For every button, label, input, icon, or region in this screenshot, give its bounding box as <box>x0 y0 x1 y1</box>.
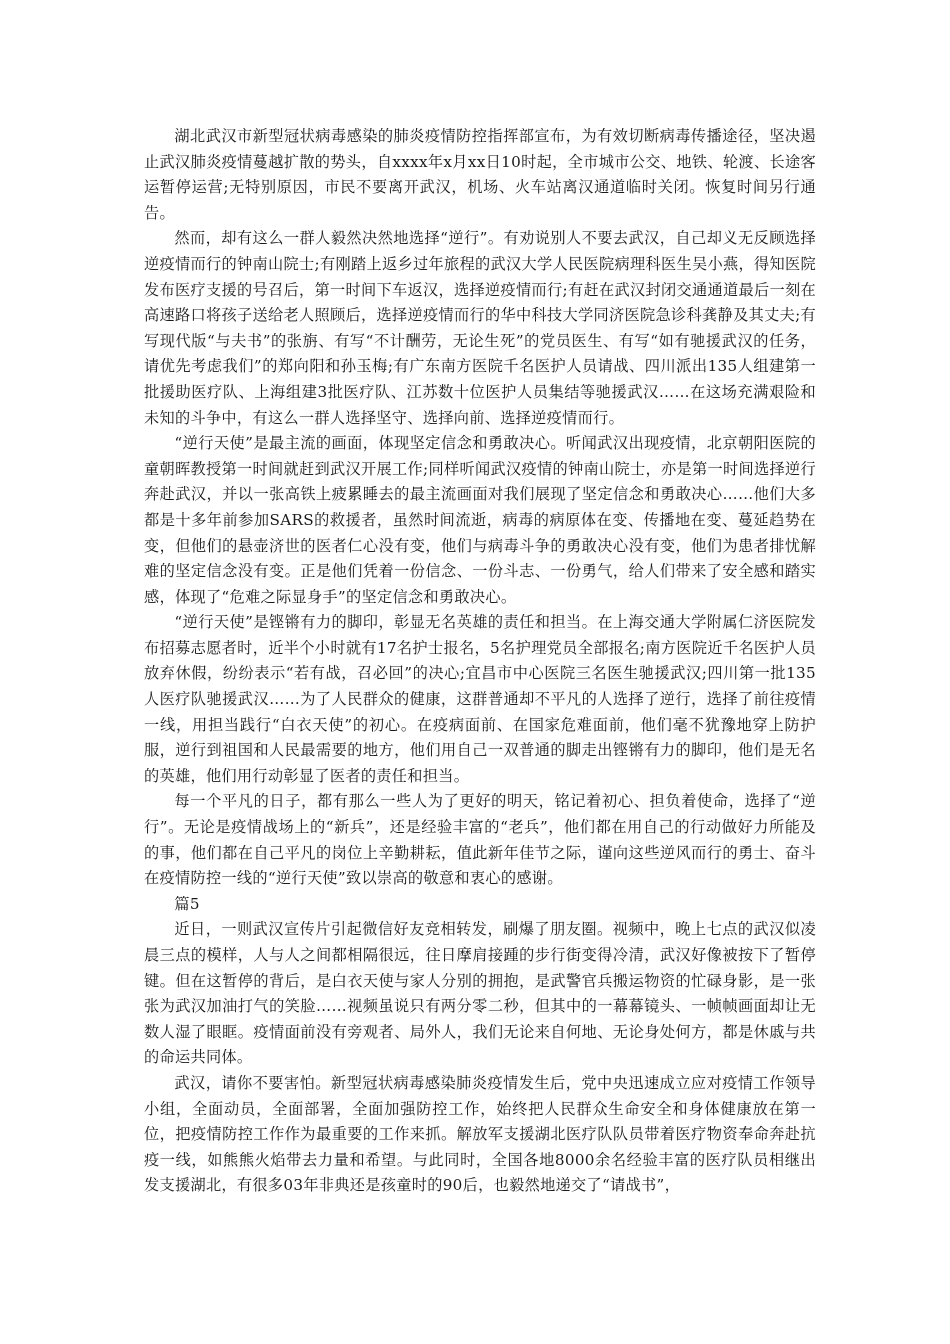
paragraph-7: 武汉，请你不要害怕。新型冠状病毒感染肺炎疫情发生后，党中央迅速成立应对疫情工作领导小组，全面动员，全面部署，全面加强防控工作，始终把人民群众生命安全和身体健康放在第一位，把疫情防控工作作为最重要的工作来抓。解放军支援湖北医疗队队员带着医疗物资奉命奔赴抗疫一线，如熊熊火焰带去力量和希望。与此同时，全国各地8000余名经验丰富的医疗队员相继出发支援湖北，有很多03年非典还是孩童时的90后，也毅然地递交了“请战书”， <box>144 1073 816 1195</box>
paragraph-2: 然而，却有这么一群人毅然决然地选择“逆行”。有劝说别人不要去武汉，自己却义无反顾选择逆疫情而行的钟南山院士;有刚踏上返乡过年旅程的武汉大学人民医院病理科医生吴小燕，得知医院发布医疗支援的号召后，第一时间下车返汉，选择逆疫情而行;有赶在武汉封闭交通通道最后一刻在高速路口将孩子送给老人照顾后，选择逆疫情而行的华中科技大学同济医院急诊科龚静及其丈夫;有写现代版“与夫书”的张旃、有写“不计酬劳，无论生死”的党员医生、有写“如有驰援武汉的任务，请优先考虑我们”的郑向阳和孙玉梅;有广东南方医院千名医护人员请战、四川派出135人组建第一批援助医疗队、上海组建3批医疗队、江苏数十位医护人员集结等驰援武汉……在这场充满艰险和未知的斗争中，有这么一群人选择坚守、选择向前、选择逆疫情而行。 <box>144 229 816 427</box>
paragraph-6: 近日，一则武汉宣传片引起微信好友竞相转发，刷爆了朋友圈。视频中，晚上七点的武汉似凌晨三点的模样，人与人之间都相隔很远，往日摩肩接踵的步行街变得冷清，武汉好像被按下了暂停键。但在这暂停的背后，是白衣天使与家人分别的拥抱，是武警官兵搬运物资的忙碌身影，是一张张为武汉加油打气的笑脸……视频虽说只有两分零二秒，但其中的一幕幕镜头、一帧帧画面却让无数人湿了眼眶。疫情面前没有旁观者、局外人，我们无论来自何地、无论身处何方，都是休戚与共的命运共同体。 <box>144 920 816 1067</box>
paragraph-5: 每一个平凡的日子，都有那么一些人为了更好的明天，铭记着初心、担负着使命，选择了“逆行”。无论是疫情战场上的“新兵”，还是经验丰富的“老兵”，他们都在用自己的行动做好力所能及的事，他们都在自己平凡的岗位上辛勤耕耘，值此新年佳节之际，谨向这些逆风而行的勇士、奋斗在疫情防控一线的“逆行天使”致以崇高的敬意和衷心的感谢。 <box>144 792 816 888</box>
paragraph-3: “逆行天使”是最主流的画面，体现坚定信念和勇敢决心。听闻武汉出现疫情，北京朝阳医院的童朝晖教授第一时间就赶到武汉开展工作;同样听闻武汉疫情的钟南山院士，亦是第一时间选择逆行奔赴武汉，并以一张高铁上疲累睡去的最主流画面对我们展现了坚定信念和勇敢决心……他们大多都是十多年前参加SARS的救援者，虽然时间流逝，病毒的病原体在变、传播地在变、蔓延趋势在变，但他们的悬壶济世的医者仁心没有变，他们与病毒斗争的勇敢决心没有变，他们为患者排忧解难的坚定信念没有变。正是他们凭着一份信念、一份斗志、一份勇气，给人们带来了安全感和踏实感，体现了“危难之际显身手”的坚定信念和勇敢决心。 <box>144 434 816 606</box>
paragraph-1: 湖北武汉市新型冠状病毒感染的肺炎疫情防控指挥部宣布，为有效切断病毒传播途径，坚决遏止武汉肺炎疫情蔓越扩散的势头，自xxxx年x月xx日10时起，全市城市公交、地铁、轮渡、长途客运暂停运营;无特别原因，市民不要离开武汉，机场、火车站离汉通道临时关闭。恢复时间另行通告。 <box>144 127 816 222</box>
paragraph-4: “逆行天使”是铿锵有力的脚印，彰显无名英雄的责任和担当。在上海交通大学附属仁济医院发布招募志愿者时，近半个小时就有17名护士报名，5名护理党员全部报名;南方医院近千名医护人员放弃休假，纷纷表示“若有战，召必回”的决心;宜昌市中心医院三名医生驰援武汉;四川第一批135人医疗队驰援武汉……为了人民群众的健康，这群普通却不平凡的人选择了逆行，选择了前往疫情一线，用担当践行“白衣天使”的初心。在疫病面前、在国家危难面前，他们毫不犹豫地穿上防护服，逆行到祖国和人民最需要的地方，他们用自己一双普通的脚走出铿锵有力的脚印，他们是无名的英雄，他们用行动彰显了医者的责任和担当。 <box>144 613 816 785</box>
document-body <box>144 124 816 1199</box>
section-heading: 篇5 <box>174 894 200 913</box>
